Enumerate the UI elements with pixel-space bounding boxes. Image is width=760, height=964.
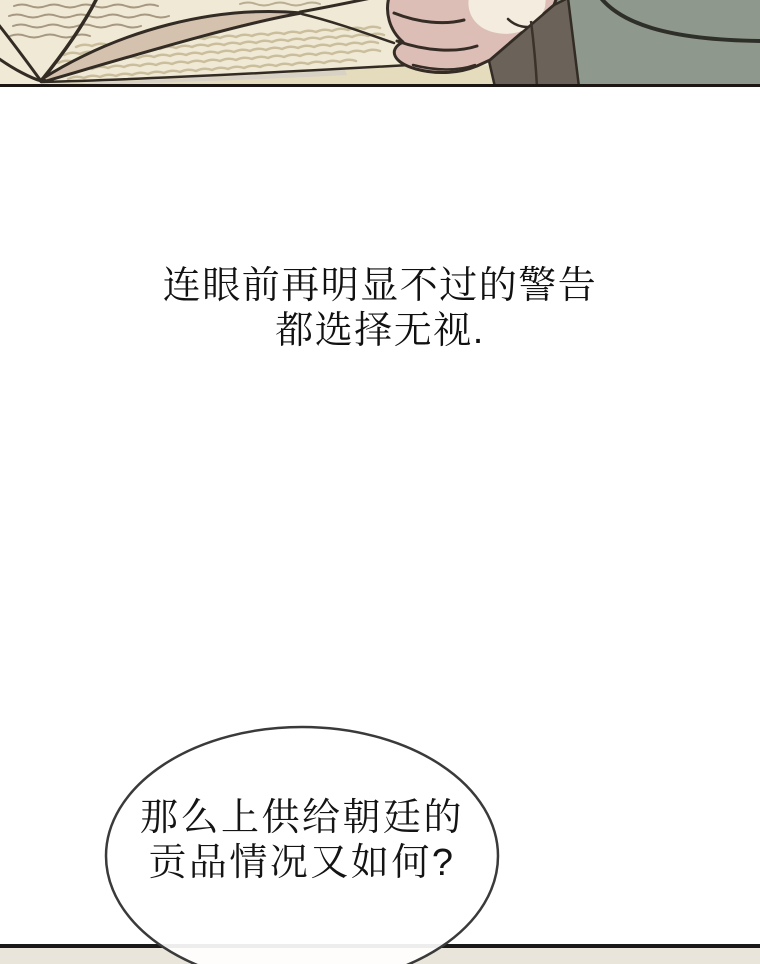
top-panel	[0, 0, 760, 87]
room-background	[549, 0, 760, 87]
speech-bubble-text	[102, 796, 502, 886]
bubble-line-1: 那么上供给朝廷的	[139, 797, 464, 839]
book-and-hand-illustration	[0, 0, 760, 87]
narration-line-1: 连眼前再明显不过的警告	[162, 265, 598, 307]
panel-border	[0, 84, 760, 87]
bubble-line-2: 贡品情况又如何?	[148, 842, 456, 884]
narration-line-2: 都选择无视.	[275, 310, 485, 352]
narration-text	[0, 264, 760, 354]
